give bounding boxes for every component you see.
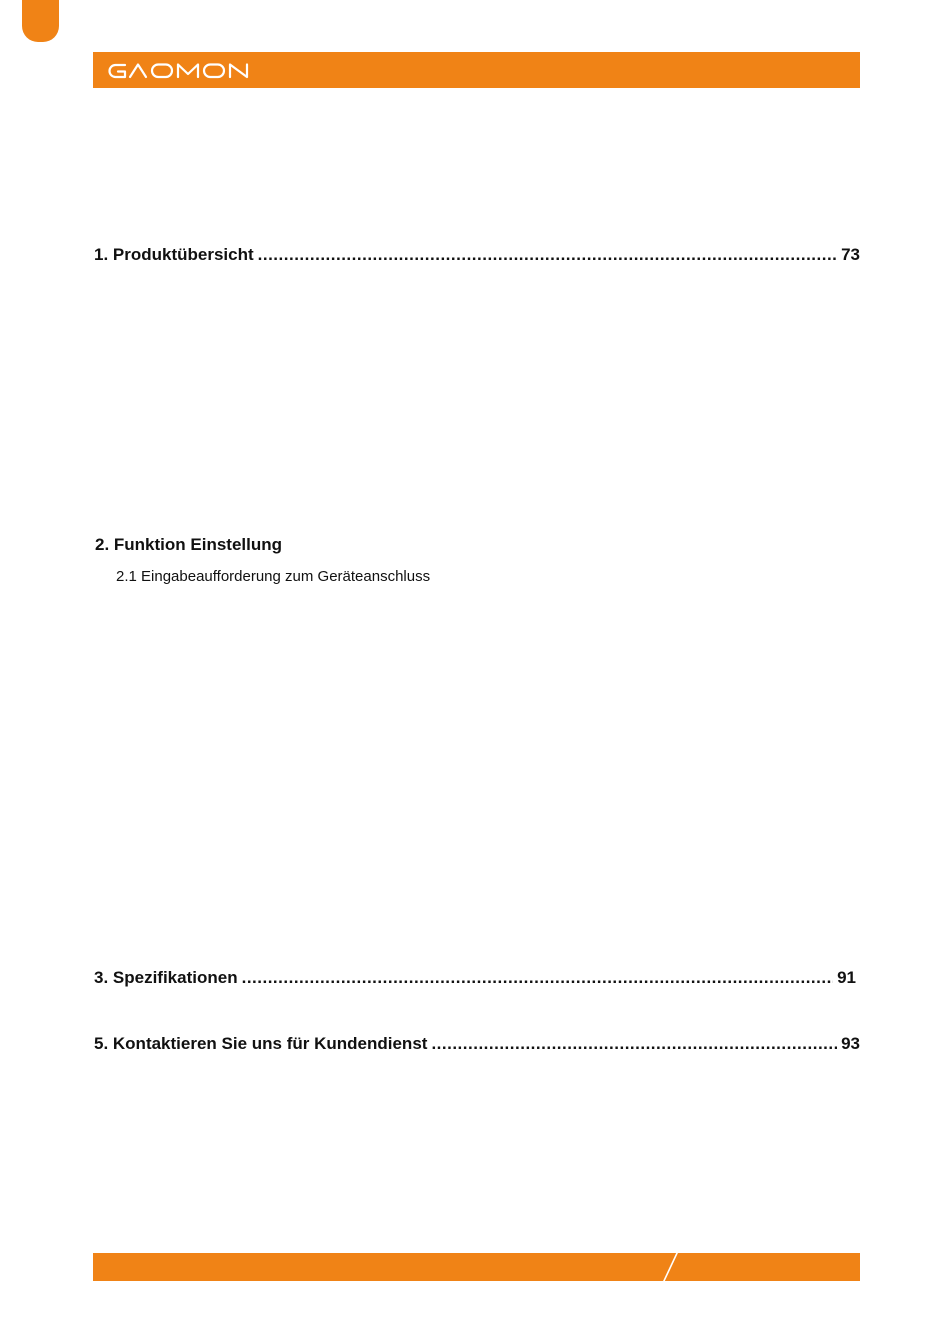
toc-section-2-heading[interactable]: 2. Funktion Einstellung: [95, 535, 282, 554]
toc-entry-title: 5. Kontaktieren Sie uns für Kundendienst: [94, 1034, 428, 1053]
toc-dot-leader: [431, 1033, 837, 1055]
footer-slash-divider: [93, 1253, 860, 1281]
footer-bar: [93, 1253, 860, 1281]
toc-entry-title: 3. Spezifikationen: [94, 968, 238, 987]
toc-subentry-2-1[interactable]: 2.1 Eingabeaufforderung zum Geräteanschluss: [116, 568, 431, 585]
toc-entry-1[interactable]: [94, 244, 860, 266]
header-bar: [93, 52, 860, 88]
gaomon-logo: [107, 62, 253, 79]
toc-entry-5[interactable]: [94, 1033, 860, 1055]
toc-entry-3[interactable]: [94, 967, 856, 989]
toc-page-number: 91: [837, 968, 856, 987]
toc-entry-title: 1. Produktübersicht: [94, 245, 254, 264]
toc-page-number: 73: [841, 245, 860, 264]
toc-dot-leader: [242, 967, 833, 989]
toc-page-number: 93: [841, 1034, 860, 1053]
corner-tab: [22, 0, 59, 42]
toc-dot-leader: [258, 244, 837, 266]
